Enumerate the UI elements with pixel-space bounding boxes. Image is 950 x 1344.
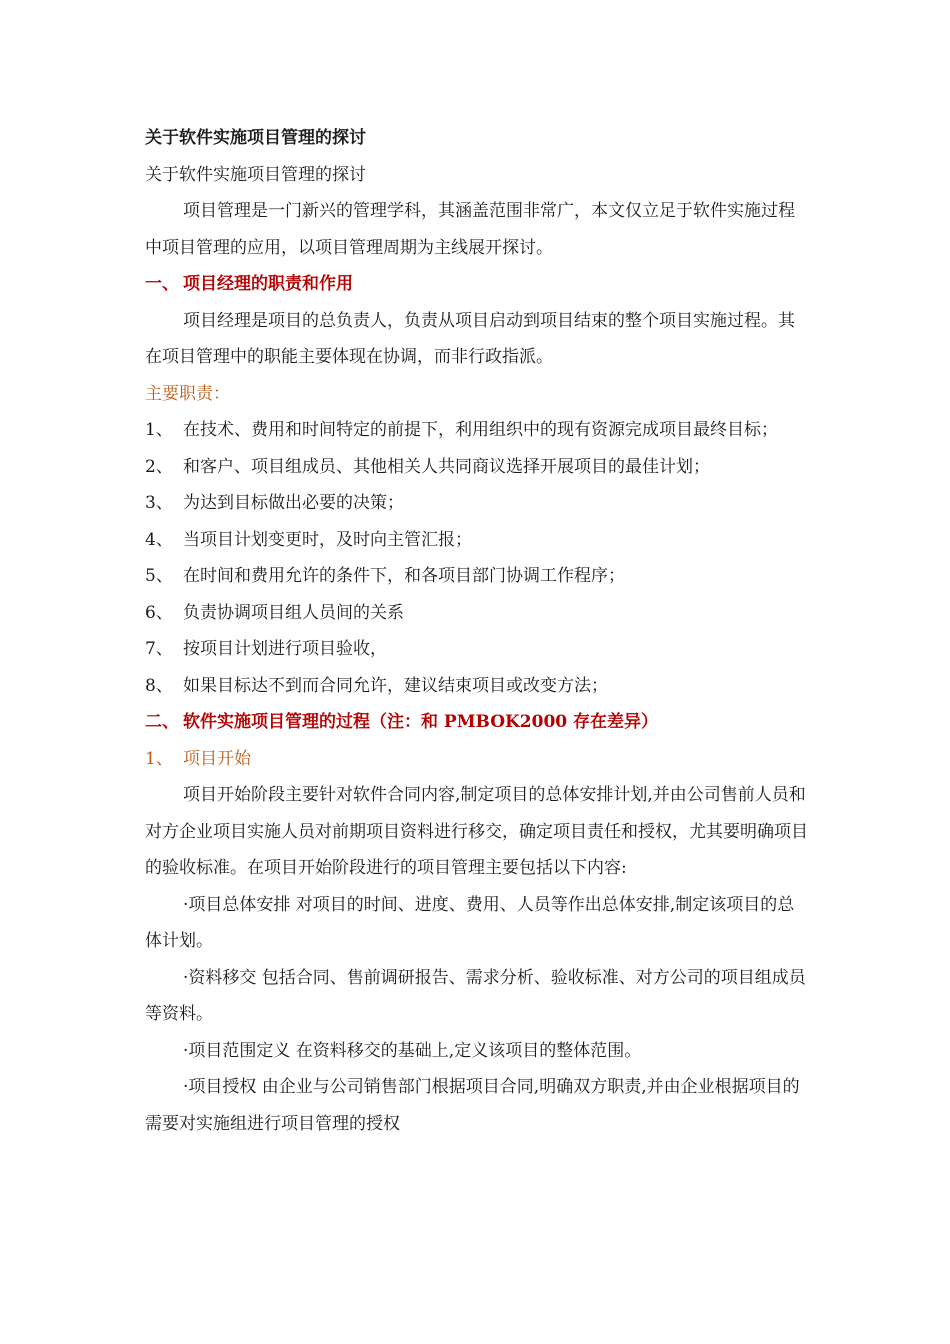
list-item-text: 当项目计划变更时，及时向主管汇报； (183, 529, 472, 550)
subsection-heading (145, 741, 810, 778)
section-2-title: 软件实施项目管理的过程（注：和 PMBOK2000 存在差异） (183, 712, 659, 732)
list-item (145, 595, 810, 632)
list-item-number: 8、 (145, 675, 173, 696)
list-item-text: 按项目计划进行项目验收， (183, 639, 387, 659)
section-1-title: 项目经理的职责和作用 (183, 274, 353, 294)
duties-heading: 主要职责： (145, 383, 230, 404)
list-item (145, 558, 810, 595)
list-item-number: 6、 (145, 602, 173, 623)
document-body (145, 120, 810, 1142)
list-item (145, 485, 810, 522)
project-start-paragraph: 项目开始阶段主要针对软件合同内容,制定项目的总体安排计划,并由公司售前人员和对方企业项目实施人员对前期项目资料进行移交，确定项目责任和授权，尤其要明确项目的验收标准。在项目开始阶段进行的项目管理主要包括以下内容: (145, 785, 808, 878)
list-item (145, 631, 810, 668)
list-item (145, 522, 810, 559)
list-item-text: 负责协调项目组人员间的关系 (183, 602, 404, 623)
subsection-number: 1、 (145, 748, 173, 769)
list-item-text: 为达到目标做出必要的决策； (183, 493, 404, 513)
list-item-text: 和客户、项目组成员、其他相关人共同商议选择开展项目的最佳计划； (183, 456, 710, 477)
section-2-number: 二、 (145, 712, 179, 732)
list-item (145, 668, 810, 705)
bullet-paragraph: ·项目范围定义 在资料移交的基础上,定义该项目的整体范围。 (183, 1040, 642, 1061)
bullet-paragraph: ·项目总体安排 对项目的时间、进度、费用、人员等作出总体安排,制定该项目的总体计划。 (145, 894, 795, 951)
document-title: 关于软件实施项目管理的探讨 (145, 164, 366, 185)
list-item-text: 在技术、费用和时间特定的前提下，利用组织中的现有资源完成项目最终目标； (183, 420, 778, 440)
list-item-text: 如果目标达不到而合同允许，建议结束项目或改变方法； (183, 675, 608, 696)
list-item-number: 3、 (145, 493, 173, 513)
bullet-paragraph: ·项目授权 由企业与公司销售部门根据项目合同,明确双方职责,并由企业根据项目的需要对实施组进行项目管理的授权 (145, 1077, 800, 1134)
list-item-number: 1、 (145, 420, 173, 440)
list-item-number: 5、 (145, 566, 173, 586)
section-2-heading (145, 704, 810, 741)
section-1-paragraph: 项目经理是项目的总负责人，负责从项目启动到项目结束的整个项目实施过程。其在项目管理中的职能主要体现在协调，而非行政指派。 (145, 310, 795, 367)
list-item (145, 412, 810, 449)
section-1-number: 一、 (145, 274, 179, 294)
list-item (145, 449, 810, 486)
subsection-title: 项目开始 (183, 748, 251, 769)
bullet-paragraph: ·资料移交 包括合同、售前调研报告、需求分析、验收标准、对方公司的项目组成员等资料。 (145, 967, 806, 1024)
list-item-number: 4、 (145, 529, 173, 550)
list-item-number: 2、 (145, 456, 173, 477)
document-title-bold: 关于软件实施项目管理的探讨 (145, 128, 366, 148)
list-item-text: 在时间和费用允许的条件下，和各项目部门协调工作程序； (183, 566, 625, 586)
intro-paragraph: 项目管理是一门新兴的管理学科，其涵盖范围非常广，本文仅立足于软件实施过程中项目管理的应用，以项目管理周期为主线展开探讨。 (145, 201, 795, 258)
section-1-heading (145, 266, 810, 303)
list-item-number: 7、 (145, 639, 173, 659)
